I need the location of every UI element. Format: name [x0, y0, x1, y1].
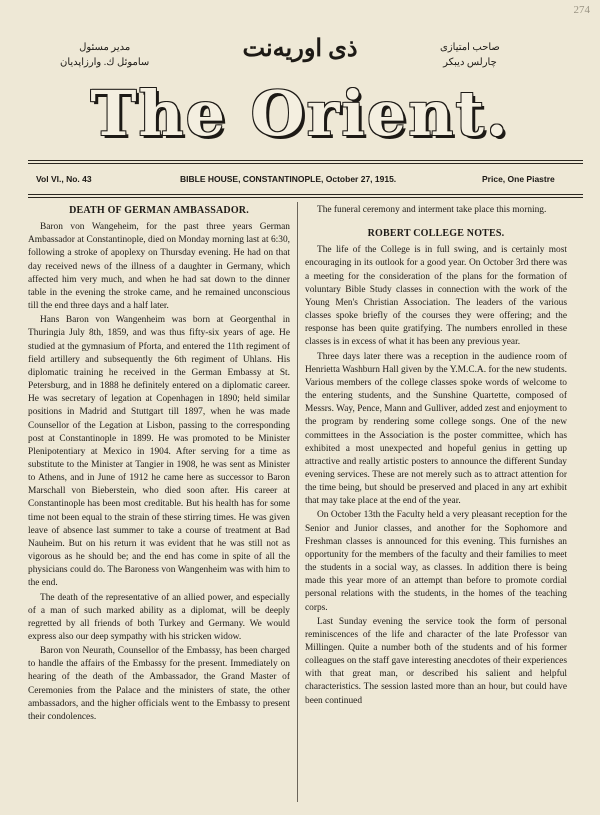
masthead-title: The Orient.	[90, 77, 510, 150]
header-rule-bottom	[28, 194, 583, 195]
header-rule-bottom-2	[28, 197, 583, 198]
arabic-owner-name: چارلس ديبكر	[443, 57, 497, 68]
article-paragraph: Baron von Neurath, Counsellor of the Embassy, has been charged to handle the affairs of the Embassy for the present. Immediately on hearing of the death of the Ambassador, the Grand Master of Ceremonies from the Palace and the ministers of state, the other ambassadors, and the higher officials went to the Embassy to present their condolences.	[28, 646, 290, 722]
arabic-masthead: ذى اوريه‌نت	[242, 36, 358, 62]
funeral-paragraph: The funeral ceremony and interment take place this morning.	[317, 205, 547, 215]
article-paragraph: Baron von Wangeheim, for the past three years German Ambassador at Constantinople, died on Monday morning last at 6:30, following a stroke of apoplexy on Thursday evening. He had on that day received news of the illness of a daughter in Germany, which affected him very much, and when he had sat down to the dinner table in the evening the stroke came, and he remained unconscious till the end three days and a half later.	[28, 222, 290, 312]
arabic-editor-title: مدير مسئول	[79, 42, 131, 53]
article-paragraph: Last Sunday evening the service took the form of personal reminiscences of the life and character of the late Professor van Millingen. Quite a number both of the students and of his former colleagues on the staff gave interesting anecdotes of their experiences with that great man, or described his salient and helpful characteristics. The session lasted more than an hour, but could have been continued	[305, 616, 567, 706]
column-divider	[297, 202, 298, 802]
article-paragraph: On October 13th the Faculty held a very pleasant reception for the Senior and Junior classes, and another for the Sophomore and Freshman classes is announced for this evening. This furnishes an opportunity for the members of the faculty and their families to meet the students in a social way, as classes. In addition there is being made this year more of an attempt than before to promote cordial personal relations with the students, in the homes of the teaching corps.	[305, 510, 567, 613]
article-heading-ambassador: DEATH OF GERMAN AMBASSADOR.	[69, 205, 249, 216]
price: Price, One Piastre	[482, 174, 555, 184]
article-paragraph: Three days later there was a reception in the audience room of Henrietta Washburn Hall given by the Y.M.C.A. for the new students. Various members of the college classes spoke words of welcome to the entering students, and the Sunshine Quartette, composed of Messrs. Way, Pence, Mann and Gulliver, added zest and enjoyment to the program by rendering some college songs. One of the new committees in the Association is the poster committee, which has exhibited a most unexpected and hopeful genius in getting up attractive and really artistic posters to announce the different Sunday evening services. These are not merely such as to attract attention for the time being, but should be preserved and placed in any art exhibit that may take place at the end of the year.	[305, 351, 567, 507]
article-paragraph: Hans Baron von Wangenheim was born at Georgenthal in Thuringia July 8th, 1859, and was thus fifty-six years of age. He studied at the gymnasium of Pforta, and entered the 11th regiment of field artillery and subsequently the 6th regiment of Uhlans. His diplomatic training he received in the German Embassy at St. Petersburg, and in 1888 he definitely entered on a diplomatic career. He was secretary of legation at Copenhagen in 1890; held similar positions in Madrid and Stuttgart till 1897, when he was made Counsellor of the Legation at Lisbon, passing to the corresponding post at Constantinople in 1899. He was promoted to be Minister Plenipotentiary at Mexico in 1904. After serving for a time as substitute to the Minister at Tangier in 1908, he was sent as Minister to Athens, and in June of 1912 he came here as successor to Baron Marschall von Bieberstein, who died soon after. His career at Constantinople has been most creditable. But his health has for some time not been equal to the strain of these stirring times. He was given leave of absence last summer to take a course of treatment at Bad Nauheim. But on his return it was evident that he was still not as vigorous as he should be; and the end has come in spite of all the physicians could do. The Baroness von Wangenheim was with him to the end.	[28, 315, 290, 589]
arabic-owner-title: صاحب امتيازى	[440, 42, 500, 53]
left-column	[28, 204, 290, 724]
right-column	[305, 204, 567, 708]
volume-number: Vol VI., No. 43	[36, 174, 92, 184]
arabic-owner-block	[440, 40, 500, 70]
place-date: BIBLE HOUSE, CONSTANTINOPLE, October 27, 1915.	[180, 174, 397, 184]
masthead-rule-top-2	[28, 163, 583, 164]
article-paragraph: The death of the representative of an allied power, and especially of a man of such marked ability as a diplomat, will be deeply regretted by all friends of both Turkey and Germany. We would express also our deep sympathy with his stricken widow.	[28, 592, 290, 642]
article-heading-college: ROBERT COLLEGE NOTES.	[367, 228, 505, 240]
article-paragraph: The life of the College is in full swing, and is certainly most encouraging in its outlook for a good year. On October 3rd there was a meeting for the consideration of the plans for the formation of voluntary Bible Study classes in connection with the work of the Young Men's Christian Association. The leaders of the various classes spoke briefly of the courses they were offering; and the response has been quite gratifying. The numbers enrolled in these classes is in excess of what it has been any previous year.	[305, 245, 567, 348]
masthead-rule-top	[28, 160, 583, 161]
arabic-editor-block	[60, 40, 149, 70]
page-number: 274	[573, 4, 590, 16]
arabic-editor-name: ساموئل ك. وارزاپديان	[60, 57, 150, 68]
